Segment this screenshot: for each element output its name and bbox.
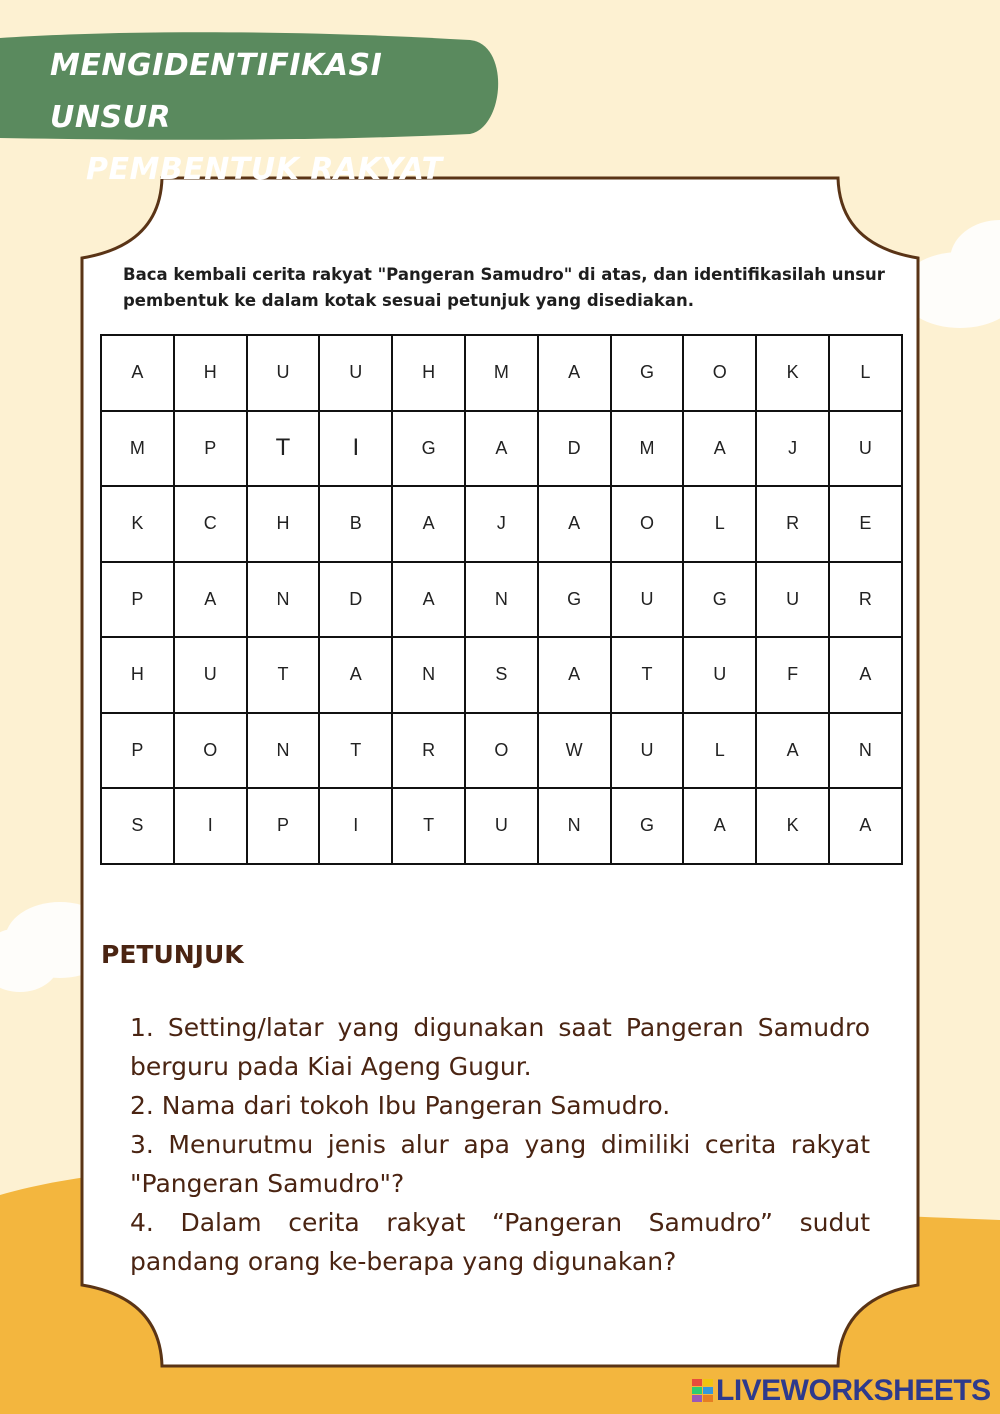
grid-cell[interactable]: C [174,486,247,562]
grid-cell[interactable]: P [101,562,174,638]
grid-cell[interactable]: A [829,637,902,713]
grid-cell[interactable]: A [683,411,756,487]
clue-item: 3. Menurutmu jenis alur apa yang dimiliki cerita rakyat "Pangeran Samudro"? [130,1130,870,1198]
grid-cell[interactable]: R [392,713,465,789]
grid-cell[interactable]: A [538,335,611,411]
grid-cell[interactable]: O [465,713,538,789]
grid-cell[interactable]: P [174,411,247,487]
grid-cell[interactable]: F [756,637,829,713]
grid-cell[interactable]: N [392,637,465,713]
grid-cell[interactable]: N [247,713,320,789]
clue-list [130,1008,870,1281]
grid-cell[interactable]: A [538,637,611,713]
grid-row [101,713,902,789]
grid-cell[interactable]: A [319,637,392,713]
grid-cell[interactable]: T [247,411,320,487]
grid-cell[interactable]: A [756,713,829,789]
grid-cell[interactable]: U [683,637,756,713]
grid-cell[interactable]: T [319,713,392,789]
grid-cell[interactable]: E [829,486,902,562]
grid-cell[interactable]: A [101,335,174,411]
grid-cell[interactable]: S [101,788,174,864]
grid-cell[interactable]: U [611,713,684,789]
grid-cell[interactable]: N [247,562,320,638]
page-title [0,40,480,196]
grid-cell[interactable]: K [101,486,174,562]
grid-cell[interactable]: D [319,562,392,638]
grid-cell[interactable]: U [465,788,538,864]
grid-cell[interactable]: M [101,411,174,487]
title-line-1: MENGIDENTIFIKASI UNSUR [50,48,383,135]
grid-cell[interactable]: H [101,637,174,713]
grid-row [101,486,902,562]
grid-cell[interactable]: N [829,713,902,789]
grid-cell[interactable]: A [392,486,465,562]
grid-cell[interactable]: D [538,411,611,487]
grid-cell[interactable]: G [611,335,684,411]
clue-item: 1. Setting/latar yang digunakan saat Pangeran Samudro berguru pada Kiai Ageng Gugur. [130,1013,870,1081]
grid-cell[interactable]: N [465,562,538,638]
grid-cell[interactable]: N [538,788,611,864]
grid-cell[interactable]: H [247,486,320,562]
clue-item: 4. Dalam cerita rakyat “Pangeran Samudro” sudut pandang orang ke-berapa yang digunakan? [130,1208,870,1276]
grid-cell[interactable]: A [174,562,247,638]
grid-cell[interactable]: J [756,411,829,487]
grid-cell[interactable]: L [683,713,756,789]
grid-cell[interactable]: J [465,486,538,562]
grid-cell[interactable]: K [756,335,829,411]
grid-cell[interactable]: R [756,486,829,562]
grid-cell[interactable]: U [247,335,320,411]
grid-cell[interactable]: T [392,788,465,864]
grid-cell[interactable]: O [611,486,684,562]
grid-cell[interactable]: A [829,788,902,864]
grid-cell[interactable]: R [829,562,902,638]
grid-cell[interactable]: U [319,335,392,411]
grid-cell[interactable]: W [538,713,611,789]
grid-row [101,637,902,713]
grid-row [101,411,902,487]
grid-cell[interactable]: P [101,713,174,789]
grid-cell[interactable]: L [683,486,756,562]
grid-cell[interactable]: B [319,486,392,562]
grid-cell[interactable]: I [319,411,392,487]
grid-cell[interactable]: U [611,562,684,638]
grid-cell[interactable]: A [465,411,538,487]
grid-cell[interactable]: A [392,562,465,638]
logo-text: LIVEWORKSHEETS [716,1374,991,1407]
grid-row [101,335,902,411]
grid-cell[interactable]: A [538,486,611,562]
grid-cell[interactable]: I [319,788,392,864]
grid-cell[interactable]: L [829,335,902,411]
word-search-grid [100,334,903,865]
grid-cell[interactable]: G [392,411,465,487]
grid-cell[interactable]: G [611,788,684,864]
grid-cell[interactable]: G [538,562,611,638]
clue-item: 2. Nama dari tokoh Ibu Pangeran Samudro. [130,1091,671,1120]
grid-cell[interactable]: P [247,788,320,864]
title-line-2: PEMBENTUK RAKYAT [86,152,443,187]
petunjuk-heading: PETUNJUK [101,940,244,969]
logo-blocks-icon [692,1377,714,1405]
grid-cell[interactable]: I [174,788,247,864]
grid-cell[interactable]: A [683,788,756,864]
grid-cell[interactable]: G [683,562,756,638]
grid-cell[interactable]: U [829,411,902,487]
grid-cell[interactable]: H [392,335,465,411]
grid-cell[interactable]: O [174,713,247,789]
grid-cell[interactable]: H [174,335,247,411]
instruction-text: Baca kembali cerita rakyat "Pangeran Samudro" di atas, dan identifikasilah unsur pembentuk ke dalam kotak sesuai petunjuk yang disediakan. [123,265,885,310]
grid-cell[interactable]: U [174,637,247,713]
grid-cell[interactable]: O [683,335,756,411]
grid-cell[interactable]: M [611,411,684,487]
grid-cell[interactable]: S [465,637,538,713]
grid-cell[interactable]: U [756,562,829,638]
grid-cell[interactable]: T [611,637,684,713]
grid-cell[interactable]: T [247,637,320,713]
grid-row [101,788,902,864]
grid-cell[interactable]: K [756,788,829,864]
grid-row [101,562,902,638]
liveworksheets-logo[interactable] [692,1372,991,1410]
grid-cell[interactable]: M [465,335,538,411]
